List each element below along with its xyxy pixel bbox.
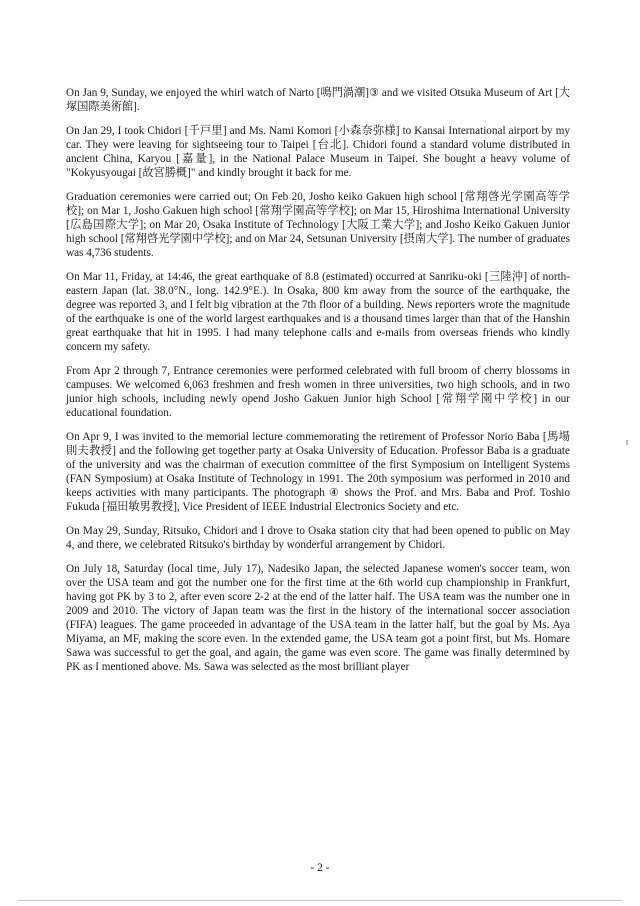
paragraph-graduation: Graduation ceremonies were carried out; On Feb 20, Josho keiko Gakuen high school [常翔啓光学園高等学校]; on Mar 1, Josho Gakuen high school [常翔学園高等学校]; on Mar 15, Hiroshima International University [広島国際大学]; on Mar 20, Osaka Institute of Technology [大阪工業大学]; and Josho Keiko Gakuen Junior high school [常翔啓光学園中学校]; and on Mar 24, Setsunan University [摂南大学]. The number of graduates was 4,736 students. (66, 191, 570, 259)
paragraph-birthday: On May 29, Sunday, Ritsuko, Chidori and I drove to Osaka station city that had been opened to public on May 4, and there, we celebrated Ritsuko's birthday by wonderful arrangement by Chidori. (66, 525, 570, 551)
paragraph-earthquake: On Mar 11, Friday, at 14:46, the great earthquake of 8.8 (estimated) occurred at Sanriku-oki [三陸沖] of north-eastern Japan (lat. 38.0°N., long. 142.9°E.). In Osaka, 800 km away from the source of the earthquake, the degree was reported 3, and I felt big vibration at the 7th floor of a building. News reporters wrote the magnitude of the earthquake is one of the world largest earthquakes and is a thousand times larger than that of the Hanshin great earthquake that hit in 1995. I had many telephone calls and e-mails from overseas friends who kindly concern my safety. (66, 271, 570, 353)
scan-edge-mark (626, 440, 628, 445)
paragraph-baba-lecture: On Apr 9, I was invited to the memorial lecture commemorating the retirement of Professor Norio Baba [馬場則夫教授] and the following get together party at Osaka University of Education. Professor Baba is a graduate of the university and was the chairman of execution committee of the first Symposium on Intelligent Systems (FAN Symposium) at Osaka Institute of Technology in 1991. The 20th symposium was performed in 2010 and keeps activities with many participants. The photograph ④ shows the Prof. and Mrs. Baba and Prof. Toshio Fukuda [福田敏男教授], Vice President of IEEE Industrial Electronics Society and etc. (66, 431, 570, 513)
document-body (66, 86, 570, 684)
paragraph-taipei-trip: On Jan 29, I took Chidori [千戸里] and Ms. Nami Komori [小森奈弥様] to Kansai International airport by my car. They were leaving for sightseeing tour to Taipei [台北]. Chidori found a standard volume distributed in ancient China, Karyou [嘉量], in the National Palace Museum in Taipei. She bought a heavy volume of "Kokyusyougai [故宮勝概]" and kindly brought it back for me. (66, 125, 570, 179)
paragraph-narto-trip: On Jan 9, Sunday, we enjoyed the whirl watch of Narto [鳴門渦潮]③ and we visited Otsuka Museum of Art [大塚国際美術館]. (66, 87, 570, 113)
page-number: - 2 - (310, 862, 330, 874)
scan-edge-divider (18, 900, 622, 901)
paragraph-entrance: From Apr 2 through 7, Entrance ceremonies were performed celebrated with full broom of cherry blossoms in campuses. We welcomed 6,063 freshmen and fresh women in three universities, two high schools, and in two junior high schools, including newly opend Josho Gakuen Junior high School [常翔学園中学校] in our educational foundation. (66, 365, 570, 419)
paragraph-nadesiko: On July 18, Saturday (local time, July 17), Nadesiko Japan, the selected Japanese women's soccer team, won over the USA team and got the number one for the first time at the 6th world cup championship in Frankfurt, having got PK by 3 to 2, after even score 2-2 at the end of the latter half. The USA team was the number one in 2009 and 2010. The victory of Japan team was the first in the history of the international soccer association (FIFA) leagues. The game proceeded in advantage of the USA team in the latter half, but the goal by Ms. Aya Miyama, an MF, making the score even. In the extended game, the USA team got a point first, but Ms. Homare Sawa was successful to get the goal, and again, the game was even score. The game was finally determined by PK as I mentioned above. Ms. Sawa was selected as the most brilliant player (66, 563, 570, 673)
